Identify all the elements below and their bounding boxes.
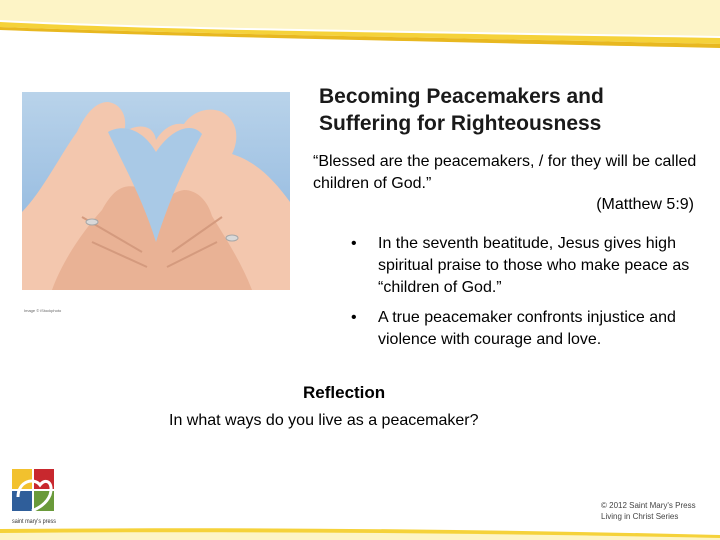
- photo-credit: Image © iStockphoto: [24, 308, 62, 313]
- reflection-question: In what ways do you live as a peacemaker?: [169, 412, 479, 429]
- scripture-citation: (Matthew 5:9): [596, 196, 694, 213]
- top-decorative-band: [0, 0, 720, 62]
- copyright-notice: [601, 500, 696, 522]
- bullet-text: A true peacemaker confronts injustice and violence with courage and love.: [378, 309, 676, 348]
- slide-title: Becoming Peacemakers and Suffering for Righteousness: [319, 85, 604, 135]
- series-name: Living in Christ Series: [601, 512, 679, 521]
- logo-wordmark: saint mary's press: [12, 519, 56, 525]
- bullet-marker: •: [351, 235, 357, 252]
- scripture-quote: “Blessed are the peacemakers, / for they will be called children of God.”: [313, 153, 697, 192]
- reflection-heading: Reflection: [303, 383, 386, 402]
- bullet-list: [351, 233, 691, 351]
- bullet-item: [351, 233, 691, 299]
- bullet-item: [351, 307, 691, 351]
- bullet-text: In the seventh beatitude, Jesus gives high spiritual praise to those who make peace as “children of God.”: [378, 235, 690, 296]
- publisher-logo: [10, 467, 58, 527]
- copyright-line: © 2012 Saint Mary's Press: [601, 501, 696, 510]
- bottom-decorative-band: [0, 525, 720, 540]
- bullet-marker: •: [351, 309, 357, 326]
- heart-hands-photo: [22, 92, 290, 290]
